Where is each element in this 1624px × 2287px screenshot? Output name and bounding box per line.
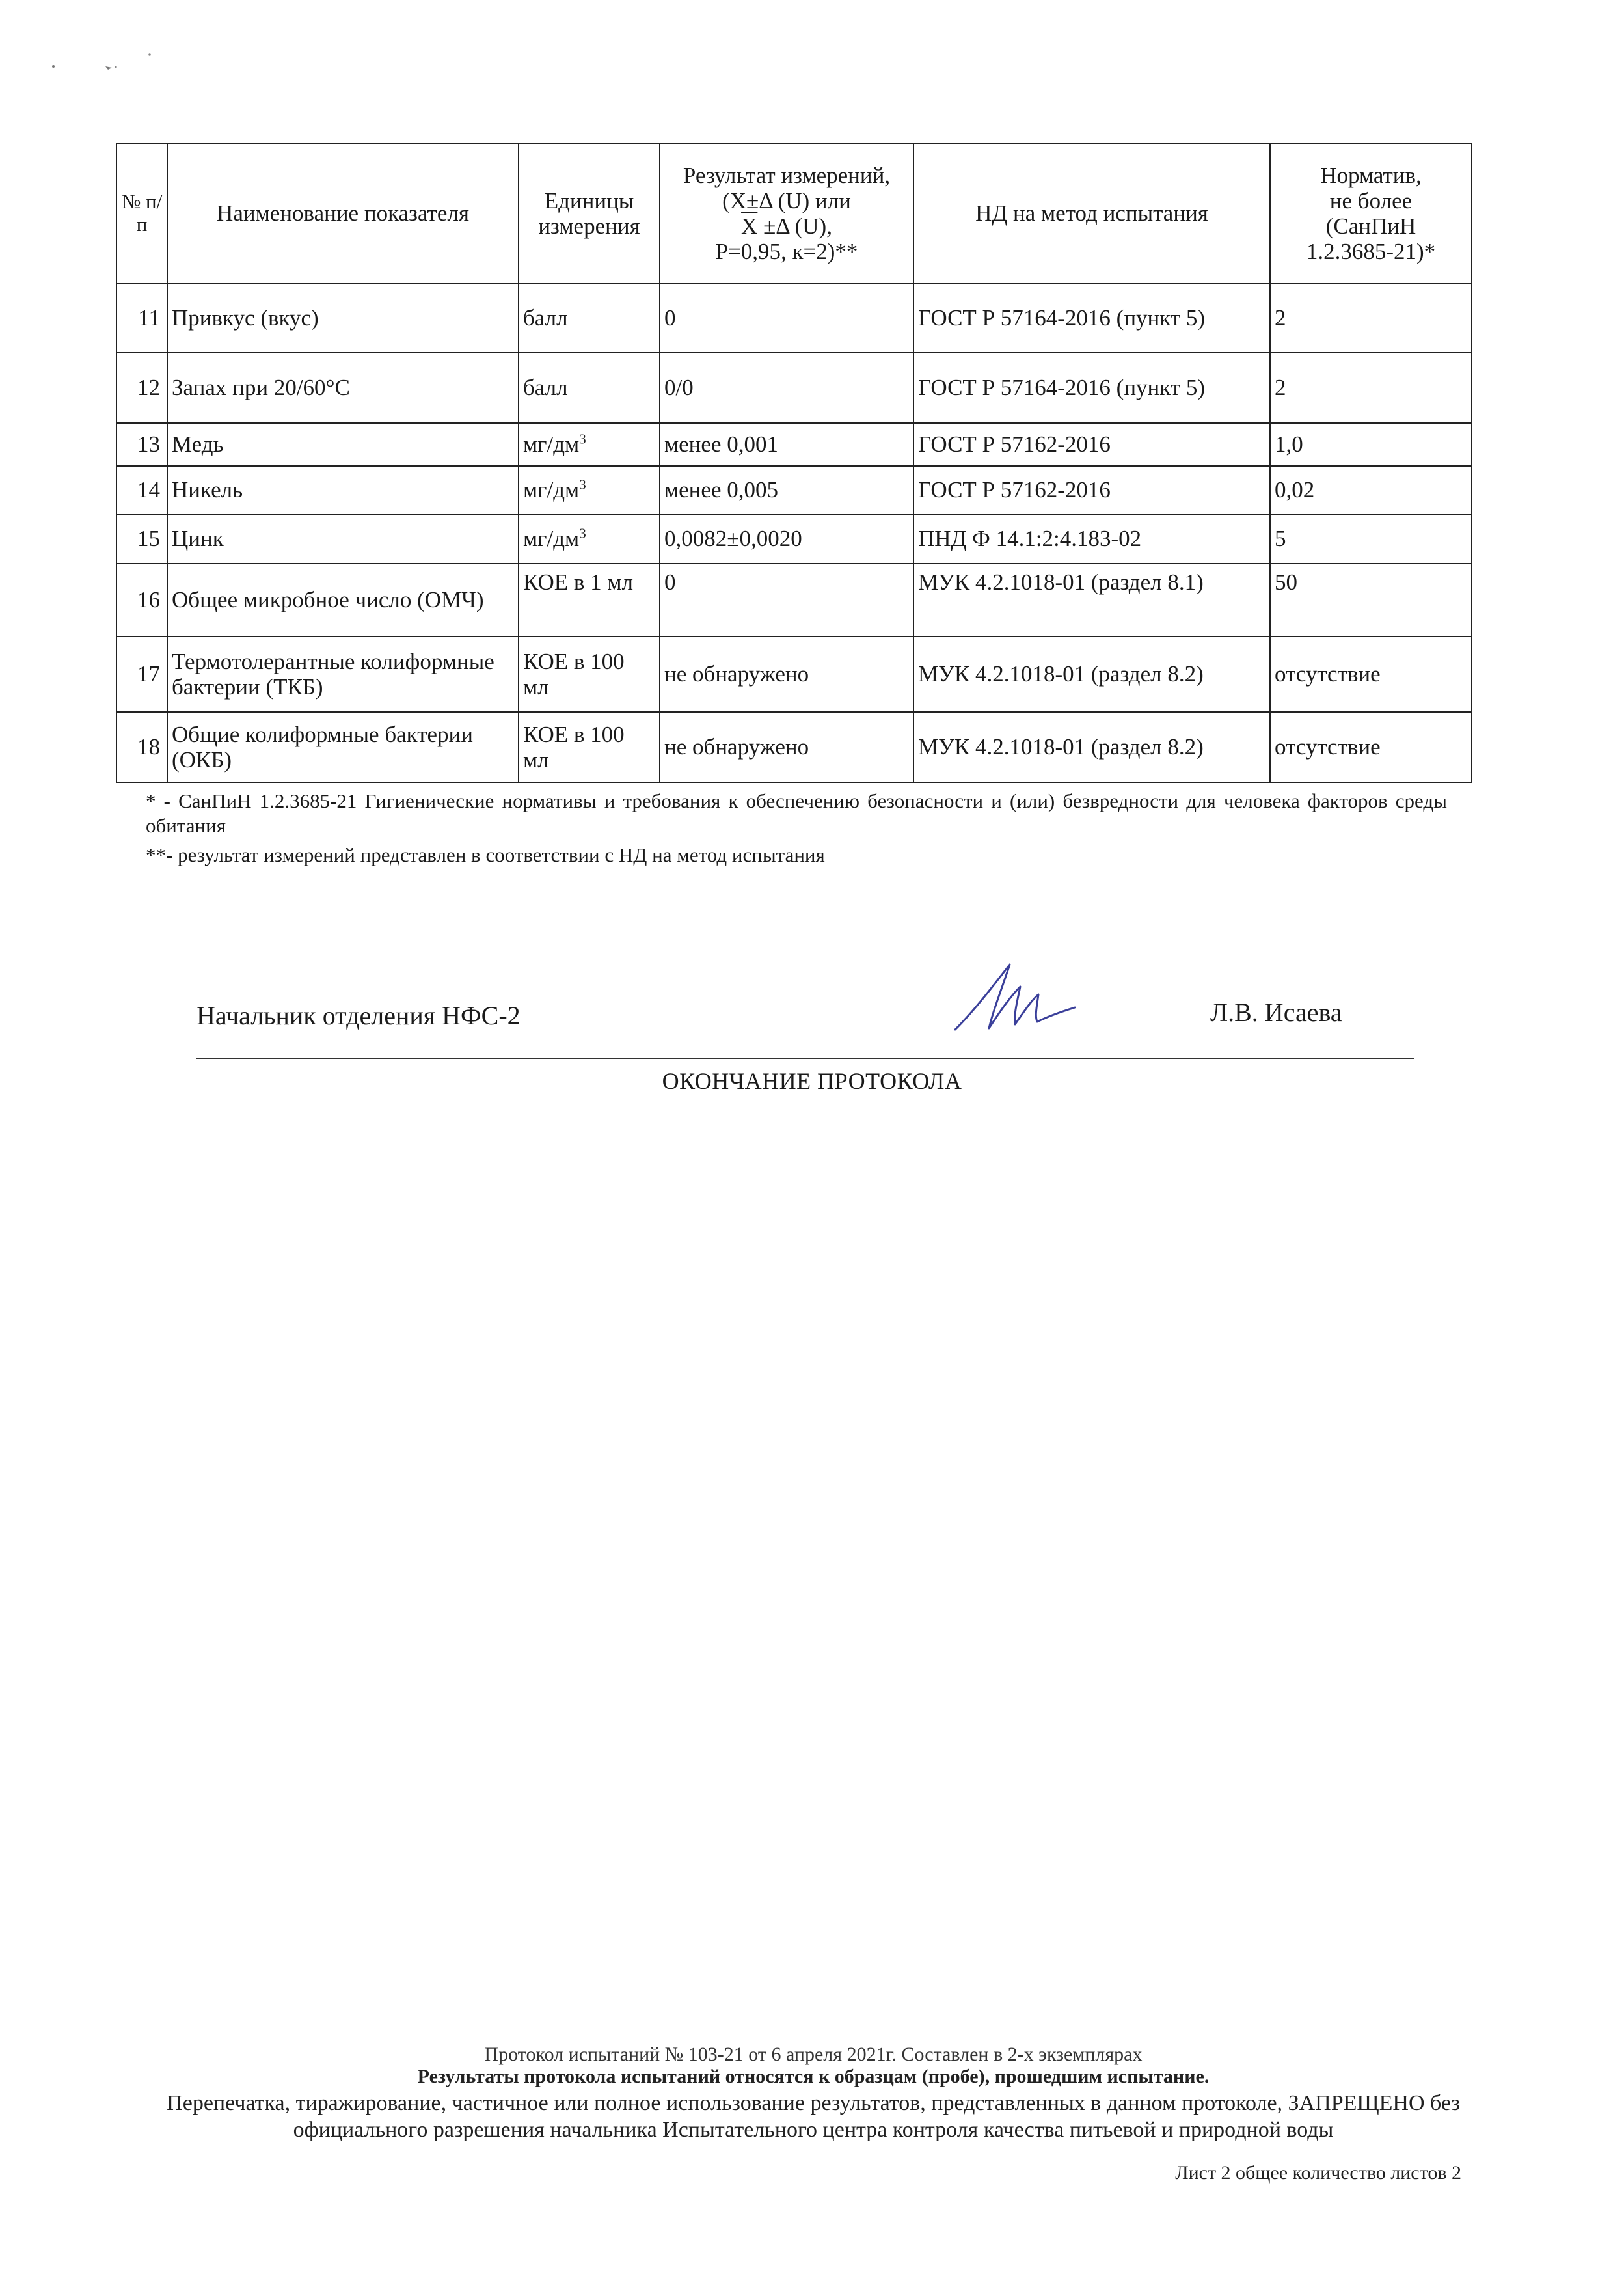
table-row [116,564,1472,637]
indicator-name: Общее микробное число (ОМЧ) [167,564,519,637]
unit: КОЕ в 1 мл [519,564,660,637]
row-number: 15 [116,514,167,564]
footer-results-line: Результаты протокола испытаний относятся к образцам (пробе), прошедшим испытание. [417,2066,1210,2087]
table-header-row [116,143,1472,284]
table-row [116,514,1472,564]
test-method: ГОСТ Р 57162-2016 [914,466,1270,514]
table-row [116,423,1472,466]
row-number: 14 [116,466,167,514]
result: 0,0082±0,0020 [660,514,914,564]
row-number: 11 [116,284,167,353]
footnote-sanpin: * - СанПиН 1.2.3685-21 Гигиенические нормативы и требования к обеспечению безопасности и (или) безвредности для человека факторов среды обитания [146,789,1447,837]
result: менее 0,001 [660,423,914,466]
result: менее 0,005 [660,466,914,514]
result: 0/0 [660,353,914,423]
unit: $мг/дм^3$ [519,514,660,564]
result: не обнаружено [660,637,914,712]
signer-position: Начальник отделения НФС-2 [196,1001,521,1030]
indicator-name: Никель [167,466,519,514]
footer-protocol-line: Протокол испытаний № 103-21 от 6 апреля 2021г. Составлен в 2-х экземплярах [484,2044,1143,2065]
norm: 2 [1270,353,1472,423]
norm: 2 [1270,284,1472,353]
row-number: 18 [116,712,167,782]
end-of-protocol: ОКОНЧАНИЕ ПРОТОКОЛА [662,1068,962,1094]
handwritten-signature [950,957,1080,1041]
indicator-name: Общие колиформные бактерии (ОКБ) [167,712,519,782]
col-header-norm: Норматив, не более (СанПиН 1.2.3685-21)* [1270,143,1472,284]
test-method: ГОСТ Р 57164-2016 (пункт 5) [914,353,1270,423]
table-row [116,353,1472,423]
col-header-result: Результат измерений, (Х±Δ (U) или Х ±Δ (U), Р=0,95, к=2)** [660,143,914,284]
unit: КОЕ в 100 мл [519,712,660,782]
row-number: 16 [116,564,167,637]
col-header-unit: Единицы измерения [519,143,660,284]
norm: отсутствие [1270,637,1472,712]
test-method: МУК 4.2.1018-01 (раздел 8.2) [914,712,1270,782]
row-number: 17 [116,637,167,712]
signature-line [196,1058,1414,1059]
indicator-name: Привкус (вкус) [167,284,519,353]
footer-restriction: Перепечатка, тиражирование, частичное или полное использование результатов, представленных в данном протоколе, ЗАПРЕЩЕНО без официального разрешения начальника Испытательного центра контроля качества питьевой и природной воды [167,2091,1460,2142]
table-row [116,284,1472,353]
col-header-num: № п/п [116,143,167,284]
unit: балл [519,284,660,353]
unit: $мг/дм^3$ [519,423,660,466]
indicator-name: Медь [167,423,519,466]
sheet-counter: Лист 2 общее количество листов 2 [1175,2162,1461,2184]
col-header-name: Наименование показателя [167,143,519,284]
footnote-result-note: **- результат измерений представлен в соответствии с НД на метод испытания [146,843,825,866]
norm: 0,02 [1270,466,1472,514]
indicator-name: Термотолерантные колиформные бактерии (ТКБ) [167,637,519,712]
result: 0 [660,284,914,353]
norm: 50 [1270,564,1472,637]
test-method: МУК 4.2.1018-01 (раздел 8.2) [914,637,1270,712]
indicator-name: Запах при 20/60°С [167,353,519,423]
unit: $мг/дм^3$ [519,466,660,514]
norm: 1,0 [1270,423,1472,466]
test-method: ПНД Ф 14.1:2:4.183-02 [914,514,1270,564]
signer-name: Л.В. Исаева [1210,998,1342,1027]
scan-specks [46,46,176,85]
table-row [116,712,1472,782]
result: не обнаружено [660,712,914,782]
unit: балл [519,353,660,423]
test-method: ГОСТ Р 57164-2016 (пункт 5) [914,284,1270,353]
unit: КОЕ в 100 мл [519,637,660,712]
indicator-name: Цинк [167,514,519,564]
row-number: 12 [116,353,167,423]
result: 0 [660,564,914,637]
table-row [116,637,1472,712]
test-method: МУК 4.2.1018-01 (раздел 8.1) [914,564,1270,637]
row-number: 13 [116,423,167,466]
results-table [116,143,1472,783]
norm: отсутствие [1270,712,1472,782]
norm: 5 [1270,514,1472,564]
table-row [116,466,1472,514]
col-header-method: НД на метод испытания [914,143,1270,284]
test-method: ГОСТ Р 57162-2016 [914,423,1270,466]
